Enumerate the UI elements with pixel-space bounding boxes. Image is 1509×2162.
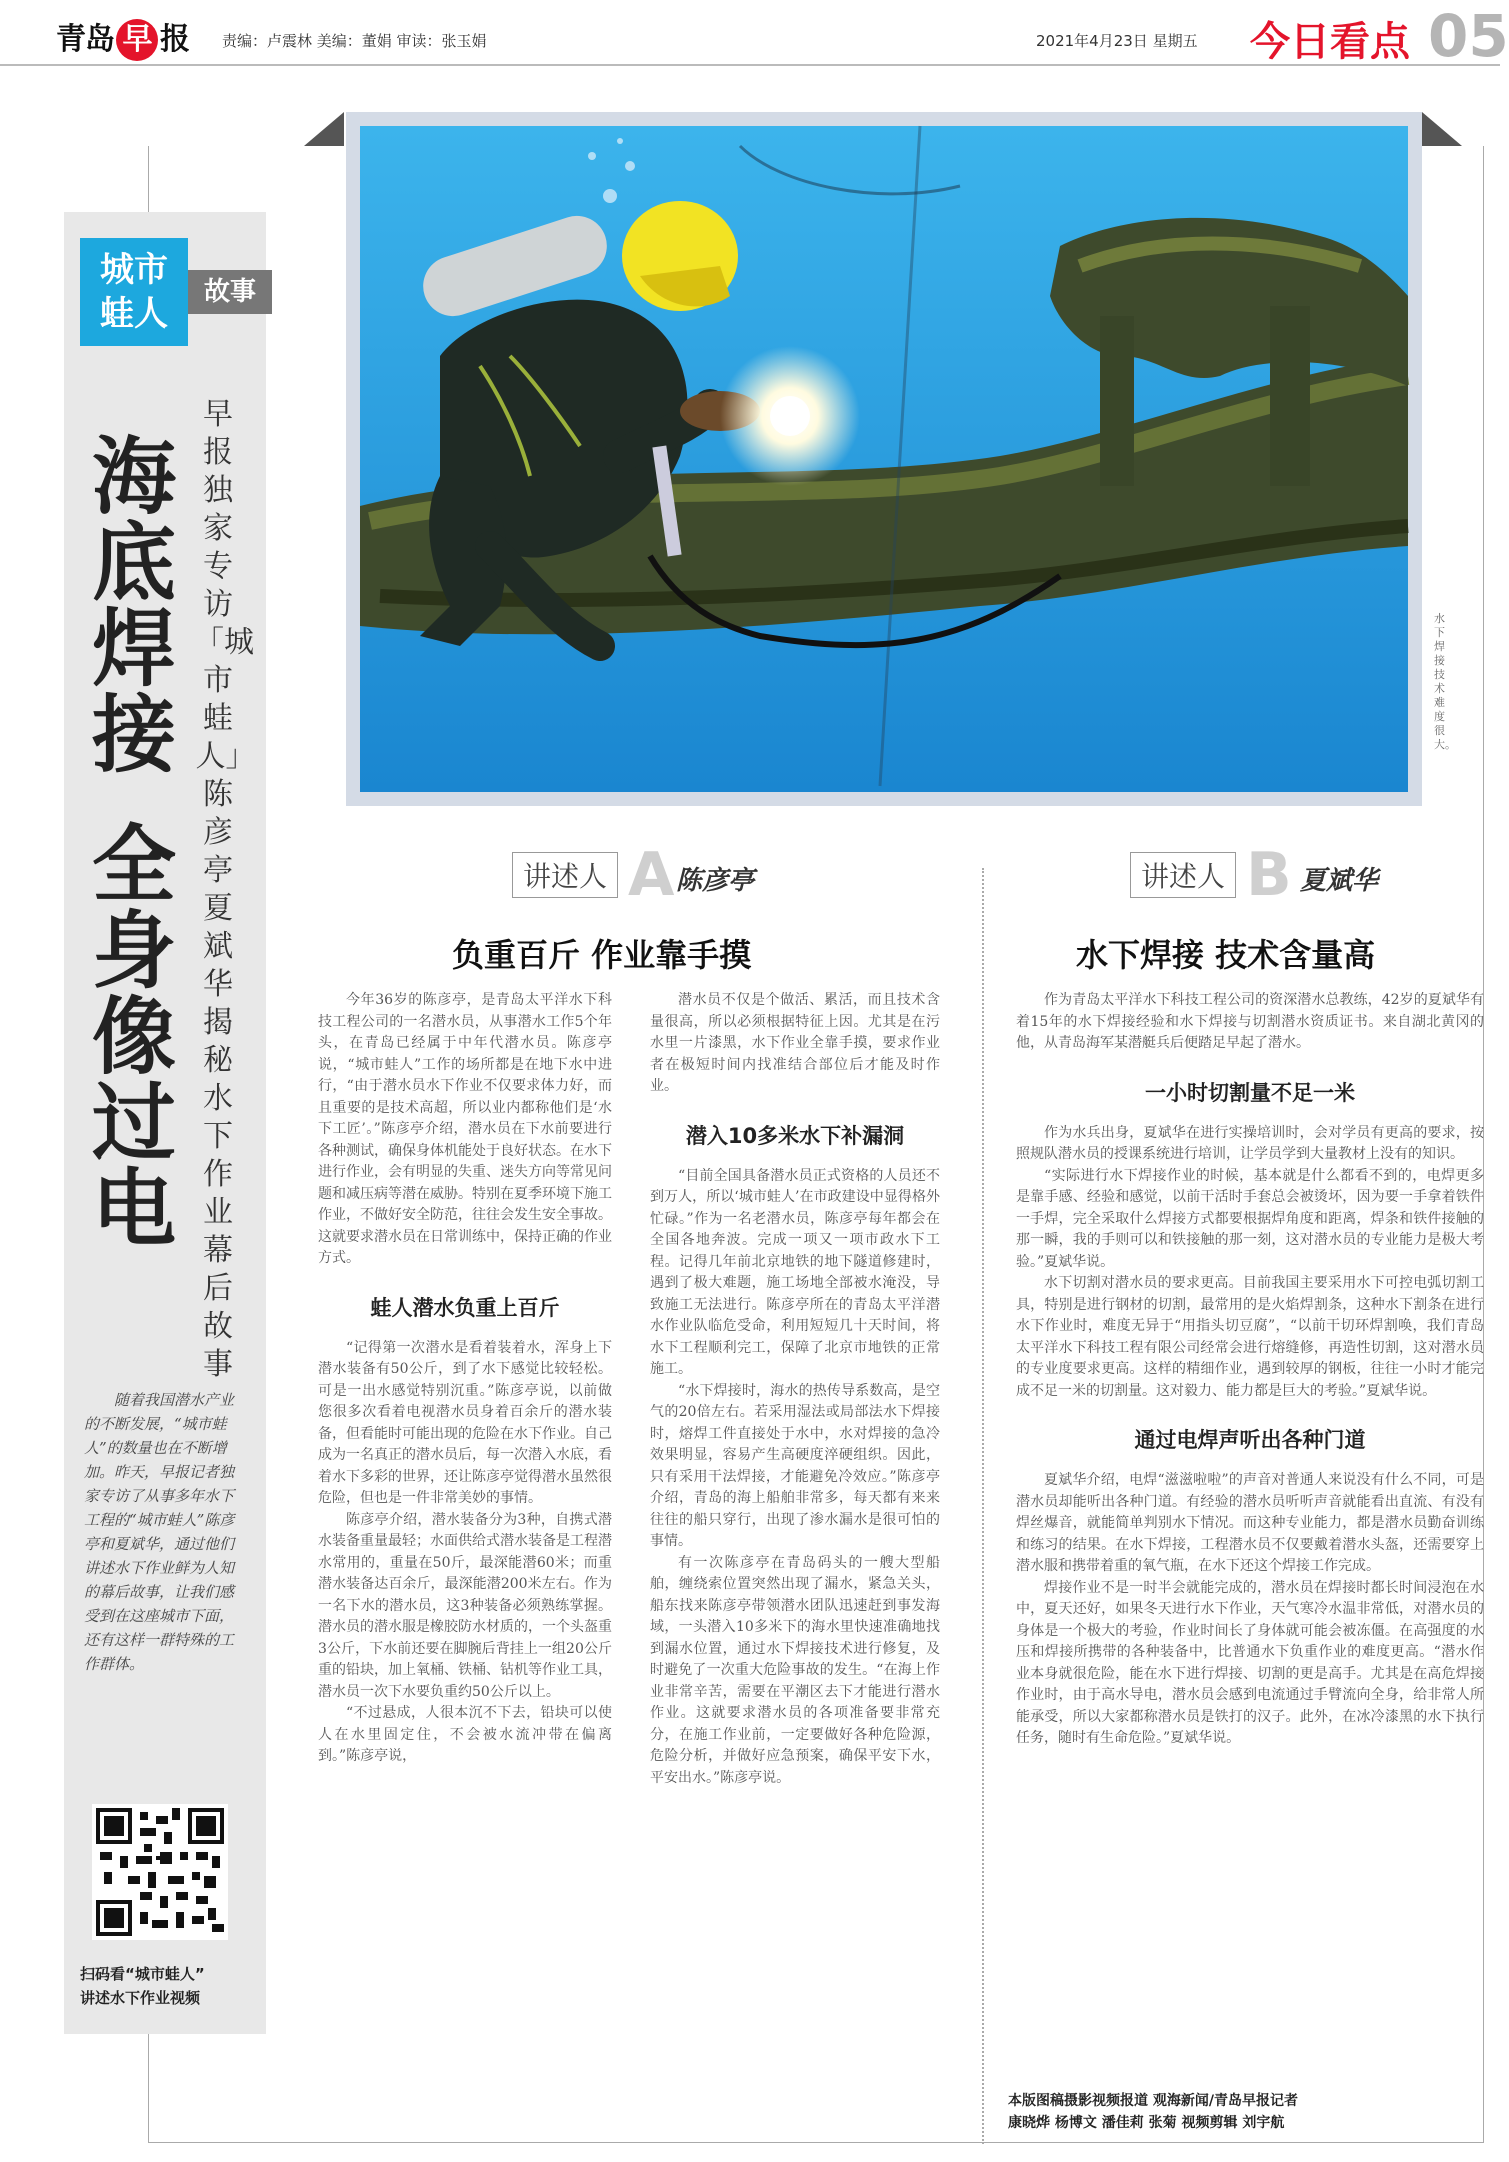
column-divider <box>982 868 984 2144</box>
logo-text-right: 报 <box>160 22 189 57</box>
narrator-a-letter: A <box>628 840 675 910</box>
paragraph: “水下焊接时，海水的热传导系数高，是空气的20倍左右。若采用湿法或局部法水下焊接时，熔焊工件直接处于水中，水对焊接的急冷效果明显，容易产生高硬度淬硬组织。因此，只有采用干法焊接，才能避免冷效应。”陈彦亭介绍，青岛的海上船舶非常多，每天都有来来往往的船只穿行，出现了渗水漏水是很可怕的事情。 <box>650 1382 940 1549</box>
corner-fold-right <box>1422 112 1462 146</box>
narrator-b-letter: B <box>1246 840 1292 910</box>
credits-line2: 康晓烨 杨博文 潘佳莉 张菊 视频剪辑 刘宇航 <box>1008 2115 1285 2131</box>
issue-date: 2021年4月23日 星期五 <box>1036 32 1198 50</box>
narrator-b-name: 夏斌华 <box>1300 866 1379 896</box>
intro-text: 随着我国潜水产业的不断发展，“城市蛙人”的数量也在不断增加。昨天，早报记者独家专访了从事多年水下工程的“城市蛙人”陈彦亭和夏斌华，通过他们讲述水下作业鲜为人知的幕后故事，让我们感受到在这座城市下面，还有这样一群特殊的工作群体。 <box>84 1391 235 1673</box>
story-a-column-2 <box>650 990 940 2140</box>
underwater-welding-photo <box>346 112 1422 806</box>
headline-line2: 全身像过电 <box>91 816 176 1258</box>
narrator-a-name: 陈彦亭 <box>676 866 755 896</box>
subheadline: 早报独家专访「城市蛙人」陈彦亭夏斌华 揭秘水下作业幕后故事 <box>194 397 254 1382</box>
column-logo <box>80 238 188 346</box>
qr-code-icon <box>92 1804 228 1940</box>
logo-text-left: 青岛 <box>56 22 114 57</box>
narrator-b-label: 讲述人 <box>1130 852 1236 898</box>
paragraph: 作为水兵出身，夏斌华在进行实操培训时，会对学员有更高的要求，按照规队潜水员的授课系统进行培训，让学员学到大量教材上没有的知识。 <box>1016 1124 1484 1162</box>
qr-caption-line2: 讲述水下作业视频 <box>80 1989 201 2007</box>
story-a-column-1 <box>318 990 612 2140</box>
column-tag: 故事 <box>188 270 272 314</box>
photo-credits <box>1008 2090 1486 2134</box>
credits-line1: 本版图稿摄影视频报道 观海新闻/青岛早报记者 <box>1008 2093 1298 2109</box>
paragraph: 今年36岁的陈彦亭，是青岛太平洋水下科技工程公司的一名潜水员，从事潜水工作5个年头，在青岛已经属于中年代潜水员。陈彦亭说，“城市蛙人”工作的场所都是在地下水中进行，“由于潜水员水下作业不仅要求体力好，而且重要的是技术高超，所以业内都称他们是‘水下工匠’。”陈彦亭介绍，潜水员在下水前要进行各种测试，确保身体机能处于良好状态。在水下进行作业，会有明显的失重、迷失方向等常见问题和减压病等潜在威胁。特别在夏季环境下施工作业，不做好安全防范，往往会发生安全事故。这就要求潜水员在日常训练中，保持正确的作业方式。 <box>318 992 612 1266</box>
subheading: 蛙人潜水负重上百斤 <box>370 1295 560 1320</box>
story-b-column <box>1016 990 1484 2084</box>
corner-fold-left <box>304 112 344 146</box>
page-number: 05 <box>1428 2 1509 70</box>
photo-caption: 水下焊接技术难度很大。 <box>1434 612 1456 751</box>
editor-credits: 责编：卢震林 美编：董娟 审读：张玉娟 <box>222 32 487 50</box>
paragraph: “实际进行水下焊接作业的时候，基本就是什么都看不到的，电焊更多是靠手感、经验和感觉，以前干活时手套总会被烫坏，因为要一手拿着铁件一手焊，完全采取什么焊接方式都要根据焊角度和距离，焊条和铁件接触的那一瞬，我的手则可以和铁接触的那一刻，这对潜水员的专业能力是极大考验。”夏斌华说。 <box>1016 1167 1484 1270</box>
headline <box>88 428 180 1258</box>
paragraph: 陈彦亭介绍，潜水装备分为3种，自携式潜水装备重量最轻；水面供给式潜水装备是工程潜水常用的，重量在50斤，最深能潜60米；而重潜水装备达百余斤，最深能潜200米左右。作为一名下水的潜水员，这3种装备必须熟练掌握。潜水员的潜水服是橡胶防水材质的，一个头盔重3公斤，下水前还要在脚腕后背挂上一组20公斤重的铅块，加上氧桶、铁桶、钻机等作业工具，潜水员一次下水要负重约50公斤以上。 <box>318 1511 612 1700</box>
story-a-title: 负重百斤 作业靠手摸 <box>452 936 752 974</box>
qr-caption <box>80 1962 250 2010</box>
subheading: 潜入10多米水下补漏洞 <box>685 1123 905 1148</box>
diver-welding-illustration <box>360 126 1408 792</box>
subheading: 通过电焊声听出各种门道 <box>1134 1428 1366 1452</box>
qr-code[interactable] <box>92 1804 228 1940</box>
paragraph: 夏斌华介绍，电焊“滋滋啦啦”的声音对普通人来说没有什么不同，可是潜水员却能听出各种门道。有经验的潜水员听听声音就能看出直流、有没有焊丝爆音，就能简单判别水下情况。而这种专业能力，都是潜水员勤奋训练和练习的结果。在水下焊接，工程潜水员不仅要戴着潜水头盔，还需要穿上潜水服和携带着重的氧气瓶，在水下还这个焊接工作完成。 <box>1016 1472 1484 1574</box>
section-title: 今日看点 <box>1250 19 1410 65</box>
paragraph: 潜水员不仅是个做活、累活，而且技术含量很高，所以必须根据特征上因。尤其是在污水里一片漆黑，水下作业全靠手摸，要求作业者在极短时间内找准结合部位后才能及时作业。 <box>650 992 940 1094</box>
narrator-a-label: 讲述人 <box>512 852 618 898</box>
paragraph: “目前全国具备潜水员正式资格的人员还不到万人，所以‘城市蛙人’在市政建设中显得格外忙碌。”作为一名老潜水员，陈彦亭每年都会在全国各地奔波。完成一项又一项市政水下工程。记得几年前北京地铁的地下隧道修建时，遇到了极大难题，施工场地全部被水淹没，导致施工无法进行。陈彦亭所在的青岛太平洋潜水作业队临危受命，利用短短几十天时间，将水下工程顺利完工，保障了北京市地铁的正常施工。 <box>650 1167 940 1377</box>
logo-mark: 早 <box>116 19 158 61</box>
paragraph: 作为青岛太平洋水下科技工程公司的资深潜水总教练，42岁的夏斌华有着15年的水下焊接经验和水下焊接与切割潜水资质证书。来自湖北黄冈的他，从青岛海军某潜艇兵后便踏足早起了潜水。 <box>1016 992 1484 1051</box>
column-logo-line2: 蛙人 <box>100 294 168 334</box>
column-logo-line1: 城市 <box>100 250 168 290</box>
page-header <box>0 0 1509 70</box>
paragraph: 水下切割对潜水员的要求更高。目前我国主要采用水下可控电弧切割工具，特别是进行钢材的切割，最常用的是火焰焊割条，这种水下割条在进行水下作业时，难度无异于“用指头切豆腐”，“以前干切环焊割唤，我们青岛太平洋水下科技工程有限公司经常会进行熔缝修，再造性切割，这对潜水员的专业度要求更高。这样的精细作业，遇到较厚的钢板，往往一小时才能完成不足一米的切割量。这对毅力、能力都是巨大的考验。”夏斌华说。 <box>1016 1275 1484 1399</box>
story-b-title: 水下焊接 技术含量高 <box>1076 936 1376 974</box>
paragraph: 焊接作业不是一时半会就能完成的，潜水员在焊接时都长时间浸泡在水中，夏天还好，如果冬天进行水下作业，天气寒冷水温非常低，对潜水员的身体是一个极大的考验，作业时间长了身体就可能会被冻僵。在高强度的水压和焊接所携带的各种装备中，比普通水下负重作业的难度更高。“潜水作业本身就很危险，能在水下进行焊接、切割的更是高手。尤其是在高危焊接作业时，由于高水导电，潜水员会感到电流通过手臂流向全身，给非常人所能承受，所以大家都称潜水员是铁打的汉子。此外，在冰冷漆黑的水下执行任务，随时有生命危险。”夏斌华说。 <box>1016 1579 1484 1746</box>
newspaper-logo <box>56 14 189 61</box>
headline-line1: 海底焊接 <box>91 428 176 784</box>
qr-caption-line1: 扫码看“城市蛙人” <box>80 1965 205 1983</box>
paragraph: “不过悬成，人很本沉不下去，铅块可以使人在水里固定住，不会被水流冲带在偏离到。”陈彦亭说， <box>318 1705 612 1764</box>
paragraph: “记得第一次潜水是看着装着水，浑身上下潜水装备有50公斤，到了水下感觉比较轻松。可是一出水感觉特别沉重。”陈彦亭说，以前做您很多次看着电视潜水员身着百余斤的潜水装备，但看能时可能出现的危险在水下作业。自己成为一名真正的潜水员后，每一次潜入水底，看着水下多彩的世界，还让陈彦亭觉得潜水虽然很危险，但也是一件非常美妙的事情。 <box>318 1339 612 1506</box>
paragraph: 有一次陈彦亭在青岛码头的一艘大型船舶，缠绕索位置突然出现了漏水，紧急关头，船东找来陈彦亭带领潜水团队迅速赶到事发海域，一头潜入10多米下的海水里快速准确地找到漏水位置，通过水下焊接技术进行修复，及时避免了一次重大危险事故的发生。“在海上作业非常辛苦，需要在平潮区去下才能进行潜水作业。这就要求潜水员的各项准备要非常充分，在施工作业前，一定要做好各种危险源，危险分析，并做好应急预案，确保平安下水，平安出水。”陈彦亭说。 <box>650 1554 940 1786</box>
subheading: 一小时切割量不足一米 <box>1145 1080 1355 1105</box>
